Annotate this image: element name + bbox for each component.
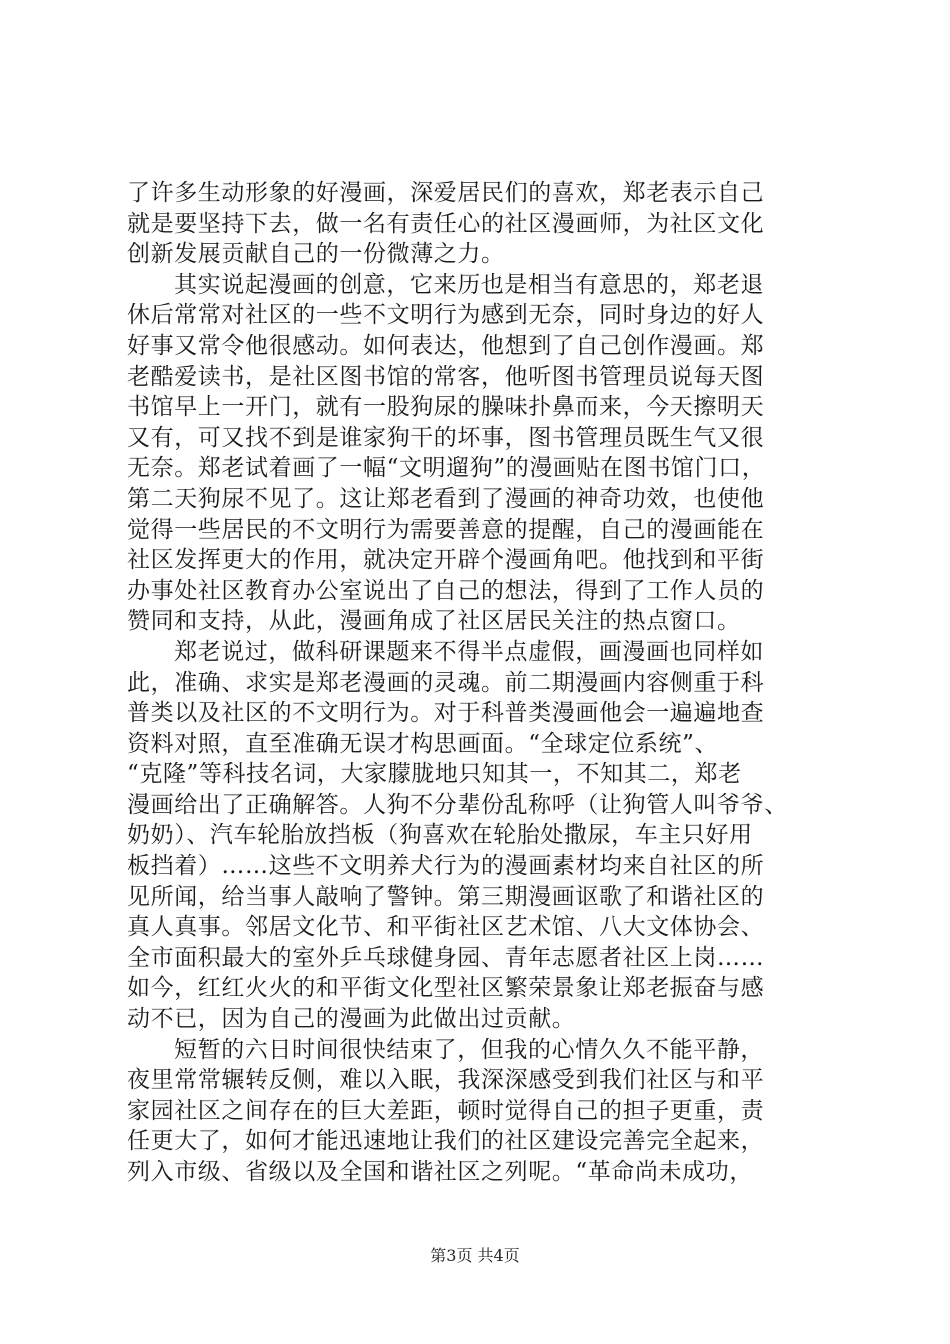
text-line: 奶奶）、汽车轮胎放挡板（狗喜欢在轮胎处撒尿，车主只好用 [127, 822, 753, 849]
text-line: 无奈。郑老试着画了一幅“文明遛狗”的漫画贴在图书馆门口， [127, 455, 766, 482]
text-line: 动不已，因为自己的漫画为此做出过贡献。 [127, 1006, 576, 1033]
text-line: 家园社区之间存在的巨大差距，顿时觉得自己的担子更重，责 [127, 1097, 765, 1124]
text-line: 漫画给出了正确解答。人狗不分辈份乱称呼（让狗管人叫爷爷、 [127, 791, 788, 818]
text-line: 觉得一些居民的不文明行为需要善意的提醒，自己的漫画能在 [127, 516, 765, 543]
text-line: 创新发展贡献自己的一份微薄之力。 [127, 241, 505, 268]
text-line: 任更大了，如何才能迅速地让我们的社区建设完善完全起来， [127, 1128, 765, 1155]
document-body [127, 178, 832, 1188]
text-line: 休后常常对社区的一些不文明行为感到无奈，同时身边的好人 [127, 302, 765, 329]
text-line: 好事又常令他很感动。如何表达，他想到了自己创作漫画。郑 [127, 332, 765, 359]
text-line: 全市面积最大的室外乒乓球健身园、青年志愿者社区上岗…… [127, 944, 765, 971]
text-line: 如今，红红火火的和平街文化型社区繁荣景象让郑老振奋与感 [127, 975, 765, 1002]
text-line: 就是要坚持下去，做一名有责任心的社区漫画师，为社区文化 [127, 210, 765, 237]
text-line: 夜里常常辗转反侧，难以入眠，我深深感受到我们社区与和平 [127, 1067, 765, 1094]
text-line: 第二天狗尿不见了。这让郑老看到了漫画的神奇功效，也使他 [127, 485, 765, 512]
text-line: 资料对照，直至准确无误才构思画面。“全球定位系统”、 [127, 730, 719, 757]
text-line: 老酷爱读书，是社区图书馆的常客，他听图书管理员说每天图 [127, 363, 765, 390]
page-footer: 第3页 共4页 [430, 1246, 520, 1265]
text-line: 了许多生动形象的好漫画，深爱居民们的喜欢，郑老表示自己 [127, 180, 765, 206]
text-line: 列入市级、省级以及全国和谐社区之列呢。“革命尚未成功， [127, 1159, 753, 1185]
text-line: 板挡着）……这些不文明养犬行为的漫画素材均来自社区的所 [127, 853, 765, 880]
text-line: 社区发挥更大的作用，就决定开辟个漫画角吧。他找到和平街 [127, 547, 765, 574]
text-line: 书馆早上一开门，就有一股狗尿的臊味扑鼻而来，今天擦明天 [127, 394, 765, 421]
text-line: 此，准确、求实是郑老漫画的灵魂。前二期漫画内容侧重于科 [127, 669, 765, 696]
text-line: 赞同和支持，从此，漫画角成了社区居民关注的热点窗口。 [127, 608, 741, 635]
text-line: 见所闻，给当事人敲响了警钟。第三期漫画讴歌了和谐社区的 [127, 883, 765, 910]
text-line: 短暂的六日时间很快结束了，但我的心情久久不能平静， [174, 1036, 764, 1063]
text-line: 真人真事。邻居文化节、和平街社区艺术馆、八大文体协会、 [127, 914, 765, 941]
text-line: 郑老说过，做科研课题来不得半点虚假，画漫画也同样如 [174, 638, 764, 665]
text-line: 办事处社区教育办公室说出了自己的想法，得到了工作人员的 [127, 577, 765, 604]
text-line: “克隆”等科技名词，大家朦胧地只知其一，不知其二，郑老 [127, 761, 742, 788]
text-line: 又有，可又找不到是谁家狗干的坏事，图书管理员既生气又很 [127, 424, 765, 451]
text-line: 其实说起漫画的创意，它来历也是相当有意思的，郑老退 [174, 271, 764, 298]
text-line: 普类以及社区的不文明行为。对于科普类漫画他会一遍遍地查 [127, 700, 765, 727]
